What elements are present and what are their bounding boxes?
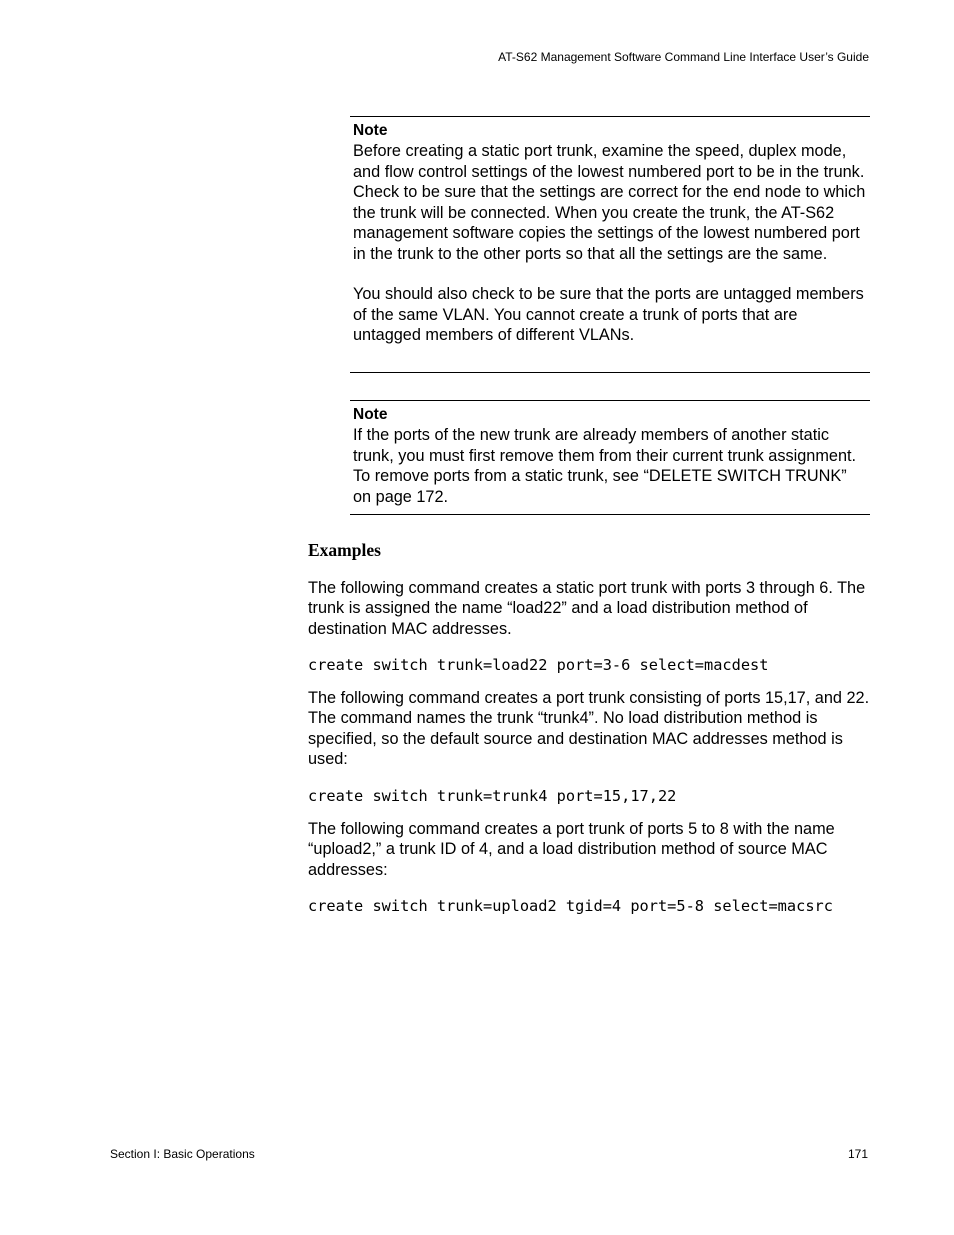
examples-heading: Examples	[308, 540, 381, 560]
note-box-existing-trunk	[350, 400, 870, 515]
note-paragraph: You should also check to be sure that the ports are untagged members of the same VLAN. You cannot create a trunk of ports that are untagged members of different VLANs.	[353, 285, 864, 344]
note-heading: Note	[353, 406, 388, 423]
footer-section: Section I: Basic Operations	[110, 1147, 255, 1161]
example-command: create switch trunk=upload2 tgid=4 port=5-8 select=macsrc	[308, 897, 833, 915]
note-paragraph: Before creating a static port trunk, examine the speed, duplex mode, and flow control settings of the lowest numbered port to be in the trunk. Check to be sure that the settings are correct for the end node to which the trunk will be connected. When you create the trunk, the AT-S62 management software copies the settings of the lowest numbered port in the trunk to the other ports so that all the settings are the same.	[353, 142, 866, 263]
example-command: create switch trunk=trunk4 port=15,17,22	[308, 787, 677, 805]
note-box-port-settings	[350, 116, 870, 373]
note-paragraph: If the ports of the new trunk are already members of another static trunk, you must first remove them from their current trunk assignment. To remove ports from a static trunk, see “DELETE SWITCH TRUNK” on page 172.	[353, 426, 857, 506]
example-description: The following command creates a port trunk consisting of ports 15,17, and 22. The command names the trunk “trunk4”. No load distribution method is specified, so the default source and destination MAC addresses method is used:	[308, 689, 870, 769]
note-heading: Note	[353, 122, 388, 139]
example-command: create switch trunk=load22 port=3-6 select=macdest	[308, 656, 769, 674]
page-number: 171	[847, 1147, 868, 1161]
running-header: AT-S62 Management Software Command Line Interface User’s Guide	[498, 50, 869, 64]
example-description: The following command creates a static port trunk with ports 3 through 6. The trunk is assigned the name “load22” and a load distribution method of destination MAC addresses.	[308, 579, 866, 638]
example-description: The following command creates a port trunk of ports 5 to 8 with the name “upload2,” a trunk ID of 4, and a load distribution method of source MAC addresses:	[308, 820, 835, 879]
